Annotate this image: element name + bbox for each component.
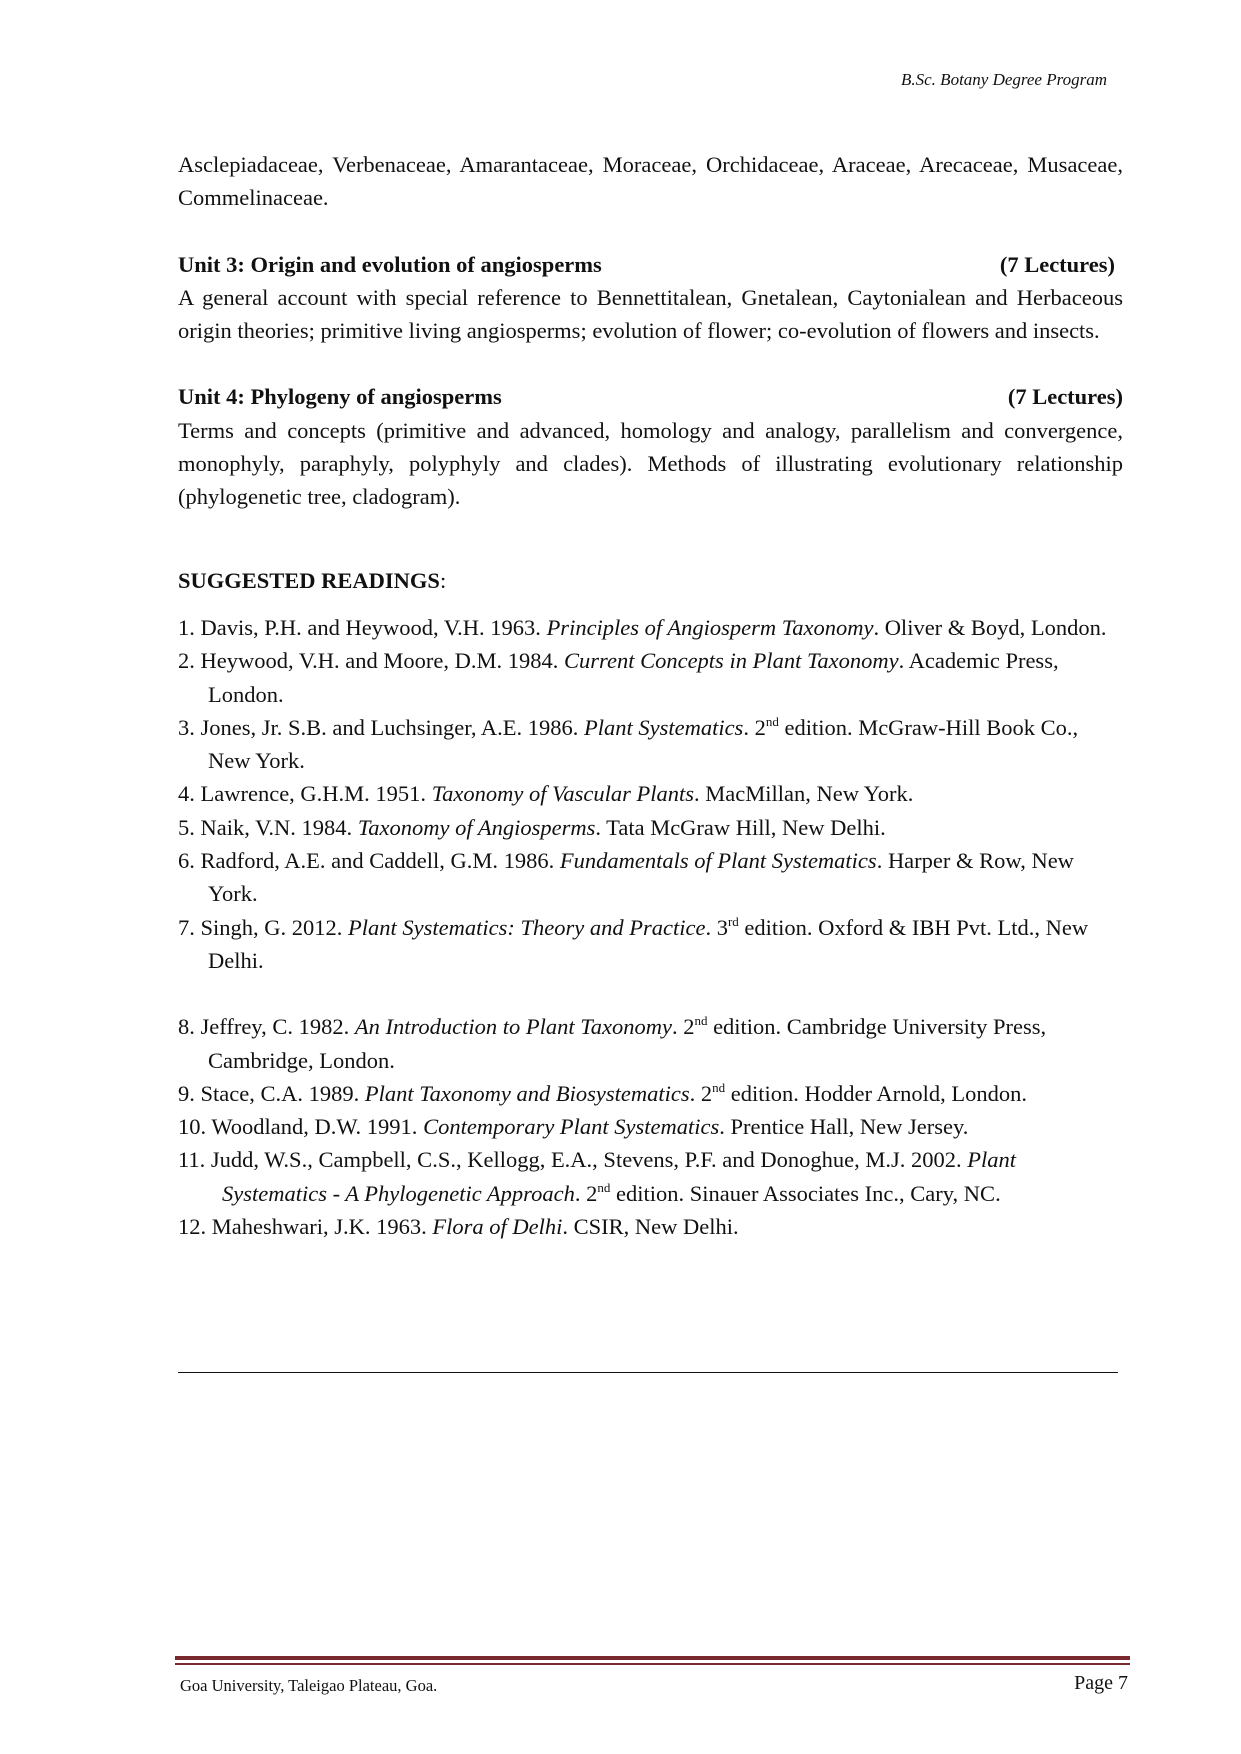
unit-4-title: Unit 4: Phylogeny of angiosperms xyxy=(178,384,502,410)
unit-3-heading xyxy=(178,248,1123,281)
reading-item: 12. Maheshwari, J.K. 1963. Flora of Delhi. CSIR, New Delhi. xyxy=(178,1214,739,1240)
reading-item: 7. Singh, G. 2012. Plant Systematics: Theory and Practice. 3rd edition. Oxford & IBH Pvt. Ltd., New Delhi. xyxy=(178,913,1089,973)
suggested-readings-heading xyxy=(178,564,1123,597)
reading-item: 5. Naik, V.N. 1984. Taxonomy of Angiosperms. Tata McGraw Hill, New Delhi. xyxy=(178,814,886,840)
unit-3-body: A general account with special reference to Bennettitalean, Gnetalean, Caytonialean and Herbaceous origin theories; primitive living angiosperms; evolution of flower; co-evolution of flowers and insects. xyxy=(178,284,1123,344)
reading-item: 1. Davis, P.H. and Heywood, V.H. 1963. Principles of Angiosperm Taxonomy. Oliver & Boyd, London. xyxy=(178,614,1107,640)
footer-divider-thick xyxy=(175,1656,1130,1660)
unit-4-lectures: (7 Lectures) xyxy=(1007,384,1123,410)
footer-institution: Goa University, Taleigao Plateau, Goa. xyxy=(180,1676,438,1695)
unit-4-body: Terms and concepts (primitive and advanced, homology and analogy, parallelism and convergence, monophyly, paraphyly, polyphyly and clades). Methods of illustrating evolutionary relationship (phylogenetic tree, cladogram). xyxy=(178,417,1123,510)
reading-item: 9. Stace, C.A. 1989. Plant Taxonomy and Biosystematics. 2nd edition. Hodder Arnold, London. xyxy=(178,1079,1027,1106)
page-header: B.Sc. Botany Degree Program xyxy=(901,70,1107,89)
footer-page-number: Page 7 xyxy=(1074,1672,1128,1694)
footer-divider-thin xyxy=(175,1663,1130,1665)
reading-item: 8. Jeffrey, C. 1982. An Introduction to Plant Taxonomy. 2nd edition. Cambridge University Press, Cambridge, London. xyxy=(178,1013,1047,1073)
page-content xyxy=(178,148,1123,1243)
readings-list xyxy=(178,611,1123,1243)
reading-item: 3. Jones, Jr. S.B. and Luchsinger, A.E. 1986. Plant Systematics. 2nd edition. McGraw-Hill Book Co., New York. xyxy=(178,713,1079,774)
reading-item: 11. Judd, W.S., Campbell, C.S., Kellogg, E.A., Stevens, P.F. and Donoghue, M.J. 2002. Plant Systematics - A Phylogenetic Approach. 2nd edition. Sinauer Associates Inc., Cary, NC. xyxy=(178,1147,1017,1206)
suggested-readings-colon: : xyxy=(439,567,447,593)
unit-3-lectures: (7 Lectures) xyxy=(999,251,1115,277)
unit-4-heading xyxy=(178,380,1123,413)
unit-3-title: Unit 3: Origin and evolution of angiosperms xyxy=(178,251,602,277)
reading-item: 4. Lawrence, G.H.M. 1951. Taxonomy of Vascular Plants. MacMillan, New York. xyxy=(178,781,914,807)
reading-item: 6. Radford, A.E. and Caddell, G.M. 1986. Fundamentals of Plant Systematics. Harper & Row, New York. xyxy=(178,848,1074,907)
reading-item: 2. Heywood, V.H. and Moore, D.M. 1984. Current Concepts in Plant Taxonomy. Academic Press, London. xyxy=(178,648,1059,707)
reading-item: 10. Woodland, D.W. 1991. Contemporary Plant Systematics. Prentice Hall, New Jersey. xyxy=(178,1114,969,1140)
suggested-readings-title: SUGGESTED READINGS xyxy=(178,567,440,593)
section-end-rule xyxy=(178,1372,1118,1373)
intro-paragraph: Asclepiadaceae, Verbenaceae, Amarantaceae, Moraceae, Orchidaceae, Araceae, Arecaceae, Musaceae, Commelinaceae. xyxy=(178,152,1123,211)
